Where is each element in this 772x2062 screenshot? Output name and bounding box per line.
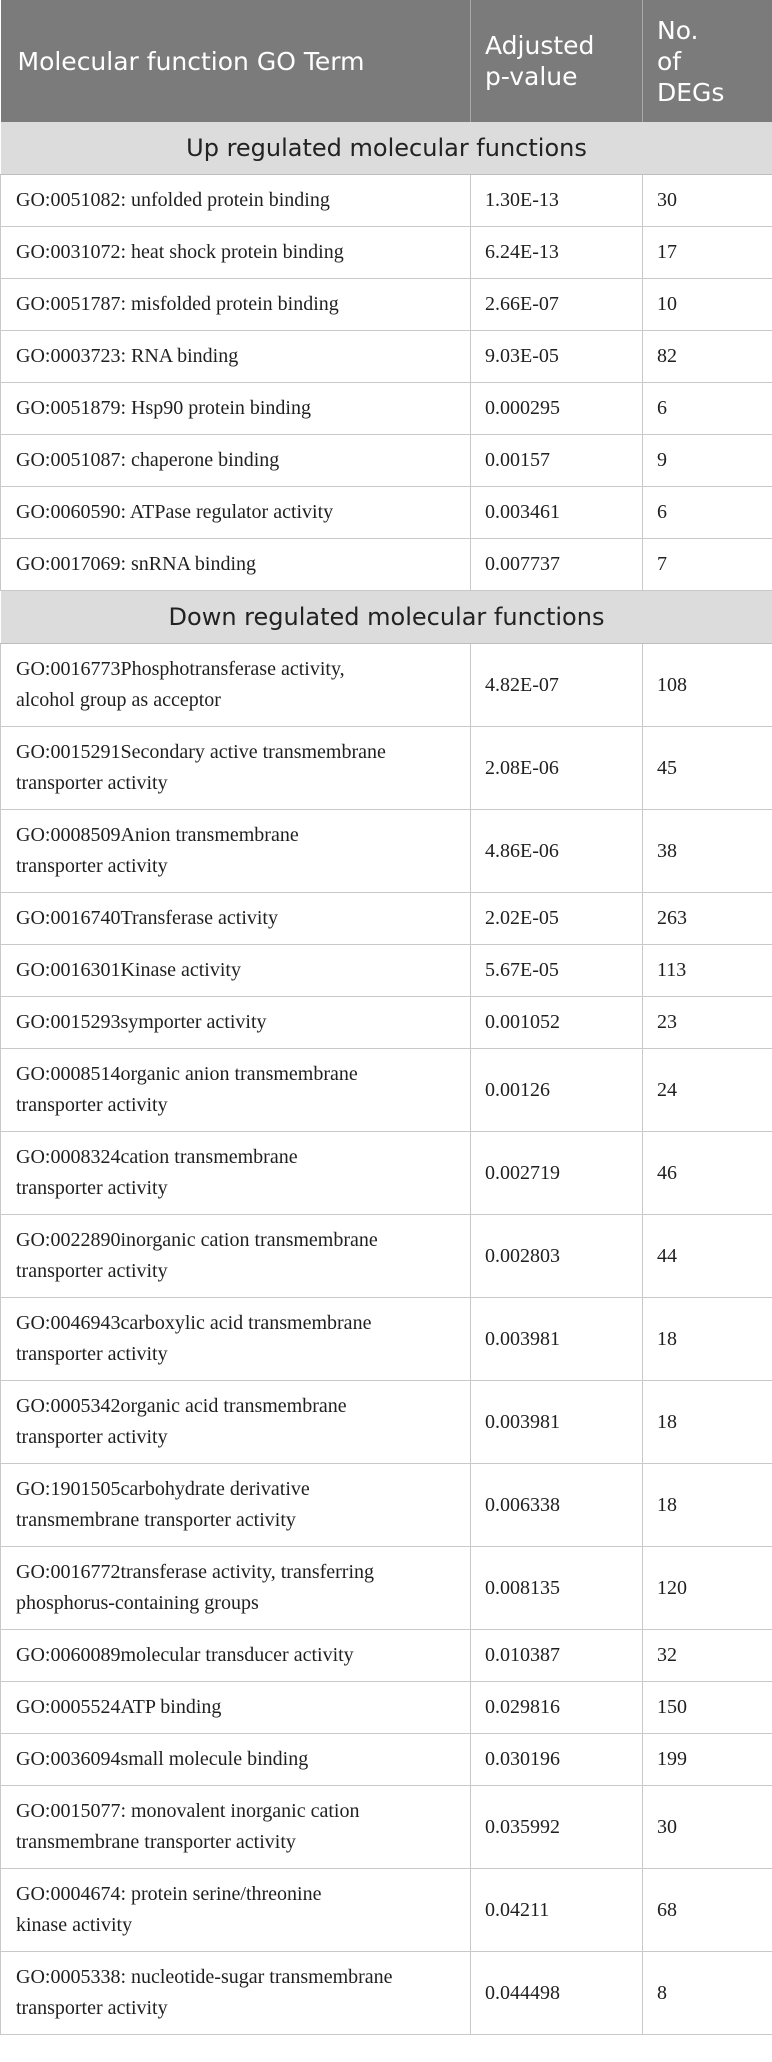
- deg-count-cell: 199: [643, 1734, 772, 1786]
- go-term-cell: GO:0015293symporter activity: [1, 997, 471, 1049]
- deg-count-cell: 120: [643, 1547, 772, 1630]
- table-row: [1, 539, 772, 591]
- deg-count-cell: 150: [643, 1682, 772, 1734]
- go-term-cell: GO:0005524ATP binding: [1, 1682, 471, 1734]
- go-term-cell: GO:0016773Phosphotransferase activity, alcohol group as acceptor: [1, 644, 471, 727]
- p-value-cell: 0.001052: [471, 997, 643, 1049]
- p-value-cell: 0.007737: [471, 539, 643, 591]
- go-term-cell: GO:0005342organic acid transmembrane transporter activity: [1, 1381, 471, 1464]
- go-term-cell: GO:0051082: unfolded protein binding: [1, 175, 471, 227]
- deg-count-cell: 6: [643, 383, 772, 435]
- p-value-cell: 0.003981: [471, 1381, 643, 1464]
- table-row: [1, 1786, 772, 1869]
- table-row: [1, 810, 772, 893]
- table-body: [1, 122, 772, 2035]
- deg-count-cell: 44: [643, 1215, 772, 1298]
- table-row: [1, 383, 772, 435]
- go-term-cell: GO:1901505carbohydrate derivative transmembrane transporter activity: [1, 1464, 471, 1547]
- go-term-cell: GO:0051879: Hsp90 protein binding: [1, 383, 471, 435]
- p-value-cell: 0.002803: [471, 1215, 643, 1298]
- go-term-cell: GO:0016772transferase activity, transferring phosphorus-containing groups: [1, 1547, 471, 1630]
- deg-count-cell: 9: [643, 435, 772, 487]
- table-row: [1, 1734, 772, 1786]
- section-title: Down regulated molecular functions: [1, 591, 772, 644]
- table-row: [1, 487, 772, 539]
- go-term-cell: GO:0015291Secondary active transmembrane transporter activity: [1, 727, 471, 810]
- p-value-cell: 4.82E-07: [471, 644, 643, 727]
- table-row: [1, 1049, 772, 1132]
- table-row: [1, 1464, 772, 1547]
- go-term-cell: GO:0004674: protein serine/threonine kinase activity: [1, 1869, 471, 1952]
- table-row: [1, 1381, 772, 1464]
- p-value-cell: 0.002719: [471, 1132, 643, 1215]
- section-title: Up regulated molecular functions: [1, 122, 772, 175]
- table-row: [1, 997, 772, 1049]
- deg-count-cell: 108: [643, 644, 772, 727]
- p-value-cell: 0.000295: [471, 383, 643, 435]
- deg-count-cell: 113: [643, 945, 772, 997]
- p-value-cell: 1.30E-13: [471, 175, 643, 227]
- table-row: [1, 227, 772, 279]
- deg-count-cell: 24: [643, 1049, 772, 1132]
- go-term-cell: GO:0016740Transferase activity: [1, 893, 471, 945]
- p-value-cell: 0.010387: [471, 1630, 643, 1682]
- go-term-cell: GO:0008509Anion transmembrane transporter activity: [1, 810, 471, 893]
- table-row: [1, 175, 772, 227]
- go-term-cell: GO:0015077: monovalent inorganic cation transmembrane transporter activity: [1, 1786, 471, 1869]
- go-term-cell: GO:0036094small molecule binding: [1, 1734, 471, 1786]
- deg-count-cell: 23: [643, 997, 772, 1049]
- deg-count-cell: 68: [643, 1869, 772, 1952]
- section-row: [1, 122, 772, 175]
- go-term-cell: GO:0017069: snRNA binding: [1, 539, 471, 591]
- p-value-cell: 4.86E-06: [471, 810, 643, 893]
- go-term-cell: GO:0008514organic anion transmembrane transporter activity: [1, 1049, 471, 1132]
- p-value-cell: 0.008135: [471, 1547, 643, 1630]
- table-row: [1, 279, 772, 331]
- deg-count-cell: 18: [643, 1298, 772, 1381]
- header-no-of-degs: No. of DEGs: [643, 0, 772, 122]
- deg-count-cell: 6: [643, 487, 772, 539]
- deg-count-cell: 32: [643, 1630, 772, 1682]
- table-header: [1, 0, 772, 122]
- p-value-cell: 0.029816: [471, 1682, 643, 1734]
- table-row: [1, 1630, 772, 1682]
- table-row: [1, 1682, 772, 1734]
- p-value-cell: 2.66E-07: [471, 279, 643, 331]
- deg-count-cell: 7: [643, 539, 772, 591]
- go-term-cell: GO:0008324cation transmembrane transporter activity: [1, 1132, 471, 1215]
- table-row: [1, 1298, 772, 1381]
- table-row: [1, 1132, 772, 1215]
- p-value-cell: 0.035992: [471, 1786, 643, 1869]
- table-row: [1, 1952, 772, 2035]
- deg-count-cell: 17: [643, 227, 772, 279]
- p-value-cell: 0.044498: [471, 1952, 643, 2035]
- deg-count-cell: 46: [643, 1132, 772, 1215]
- p-value-cell: 2.08E-06: [471, 727, 643, 810]
- deg-count-cell: 45: [643, 727, 772, 810]
- deg-count-cell: 38: [643, 810, 772, 893]
- deg-count-cell: 18: [643, 1381, 772, 1464]
- p-value-cell: 9.03E-05: [471, 331, 643, 383]
- table-row: [1, 945, 772, 997]
- p-value-cell: 0.030196: [471, 1734, 643, 1786]
- go-term-cell: GO:0022890inorganic cation transmembrane transporter activity: [1, 1215, 471, 1298]
- table-row: [1, 331, 772, 383]
- p-value-cell: 6.24E-13: [471, 227, 643, 279]
- deg-count-cell: 82: [643, 331, 772, 383]
- go-term-cell: GO:0005338: nucleotide-sugar transmembrane transporter activity: [1, 1952, 471, 2035]
- p-value-cell: 0.04211: [471, 1869, 643, 1952]
- go-term-cell: GO:0003723: RNA binding: [1, 331, 471, 383]
- table-row: [1, 1869, 772, 1952]
- go-term-cell: GO:0031072: heat shock protein binding: [1, 227, 471, 279]
- deg-count-cell: 8: [643, 1952, 772, 2035]
- table-row: [1, 893, 772, 945]
- p-value-cell: 0.00157: [471, 435, 643, 487]
- go-term-cell: GO:0046943carboxylic acid transmembrane transporter activity: [1, 1298, 471, 1381]
- section-row: [1, 591, 772, 644]
- deg-count-cell: 10: [643, 279, 772, 331]
- go-term-cell: GO:0051787: misfolded protein binding: [1, 279, 471, 331]
- p-value-cell: 0.003461: [471, 487, 643, 539]
- p-value-cell: 2.02E-05: [471, 893, 643, 945]
- header-adjusted-p-value: Adjusted p-value: [471, 0, 643, 122]
- p-value-cell: 5.67E-05: [471, 945, 643, 997]
- go-term-cell: GO:0060089molecular transducer activity: [1, 1630, 471, 1682]
- go-term-cell: GO:0051087: chaperone binding: [1, 435, 471, 487]
- table-row: [1, 1547, 772, 1630]
- table-row: [1, 1215, 772, 1298]
- table-row: [1, 727, 772, 810]
- table-row: [1, 435, 772, 487]
- deg-count-cell: 18: [643, 1464, 772, 1547]
- table-row: [1, 644, 772, 727]
- p-value-cell: 0.00126: [471, 1049, 643, 1132]
- p-value-cell: 0.003981: [471, 1298, 643, 1381]
- go-term-cell: GO:0016301Kinase activity: [1, 945, 471, 997]
- p-value-cell: 0.006338: [471, 1464, 643, 1547]
- go-term-cell: GO:0060590: ATPase regulator activity: [1, 487, 471, 539]
- deg-count-cell: 30: [643, 175, 772, 227]
- deg-count-cell: 263: [643, 893, 772, 945]
- deg-count-cell: 30: [643, 1786, 772, 1869]
- header-go-term: Molecular function GO Term: [1, 0, 471, 122]
